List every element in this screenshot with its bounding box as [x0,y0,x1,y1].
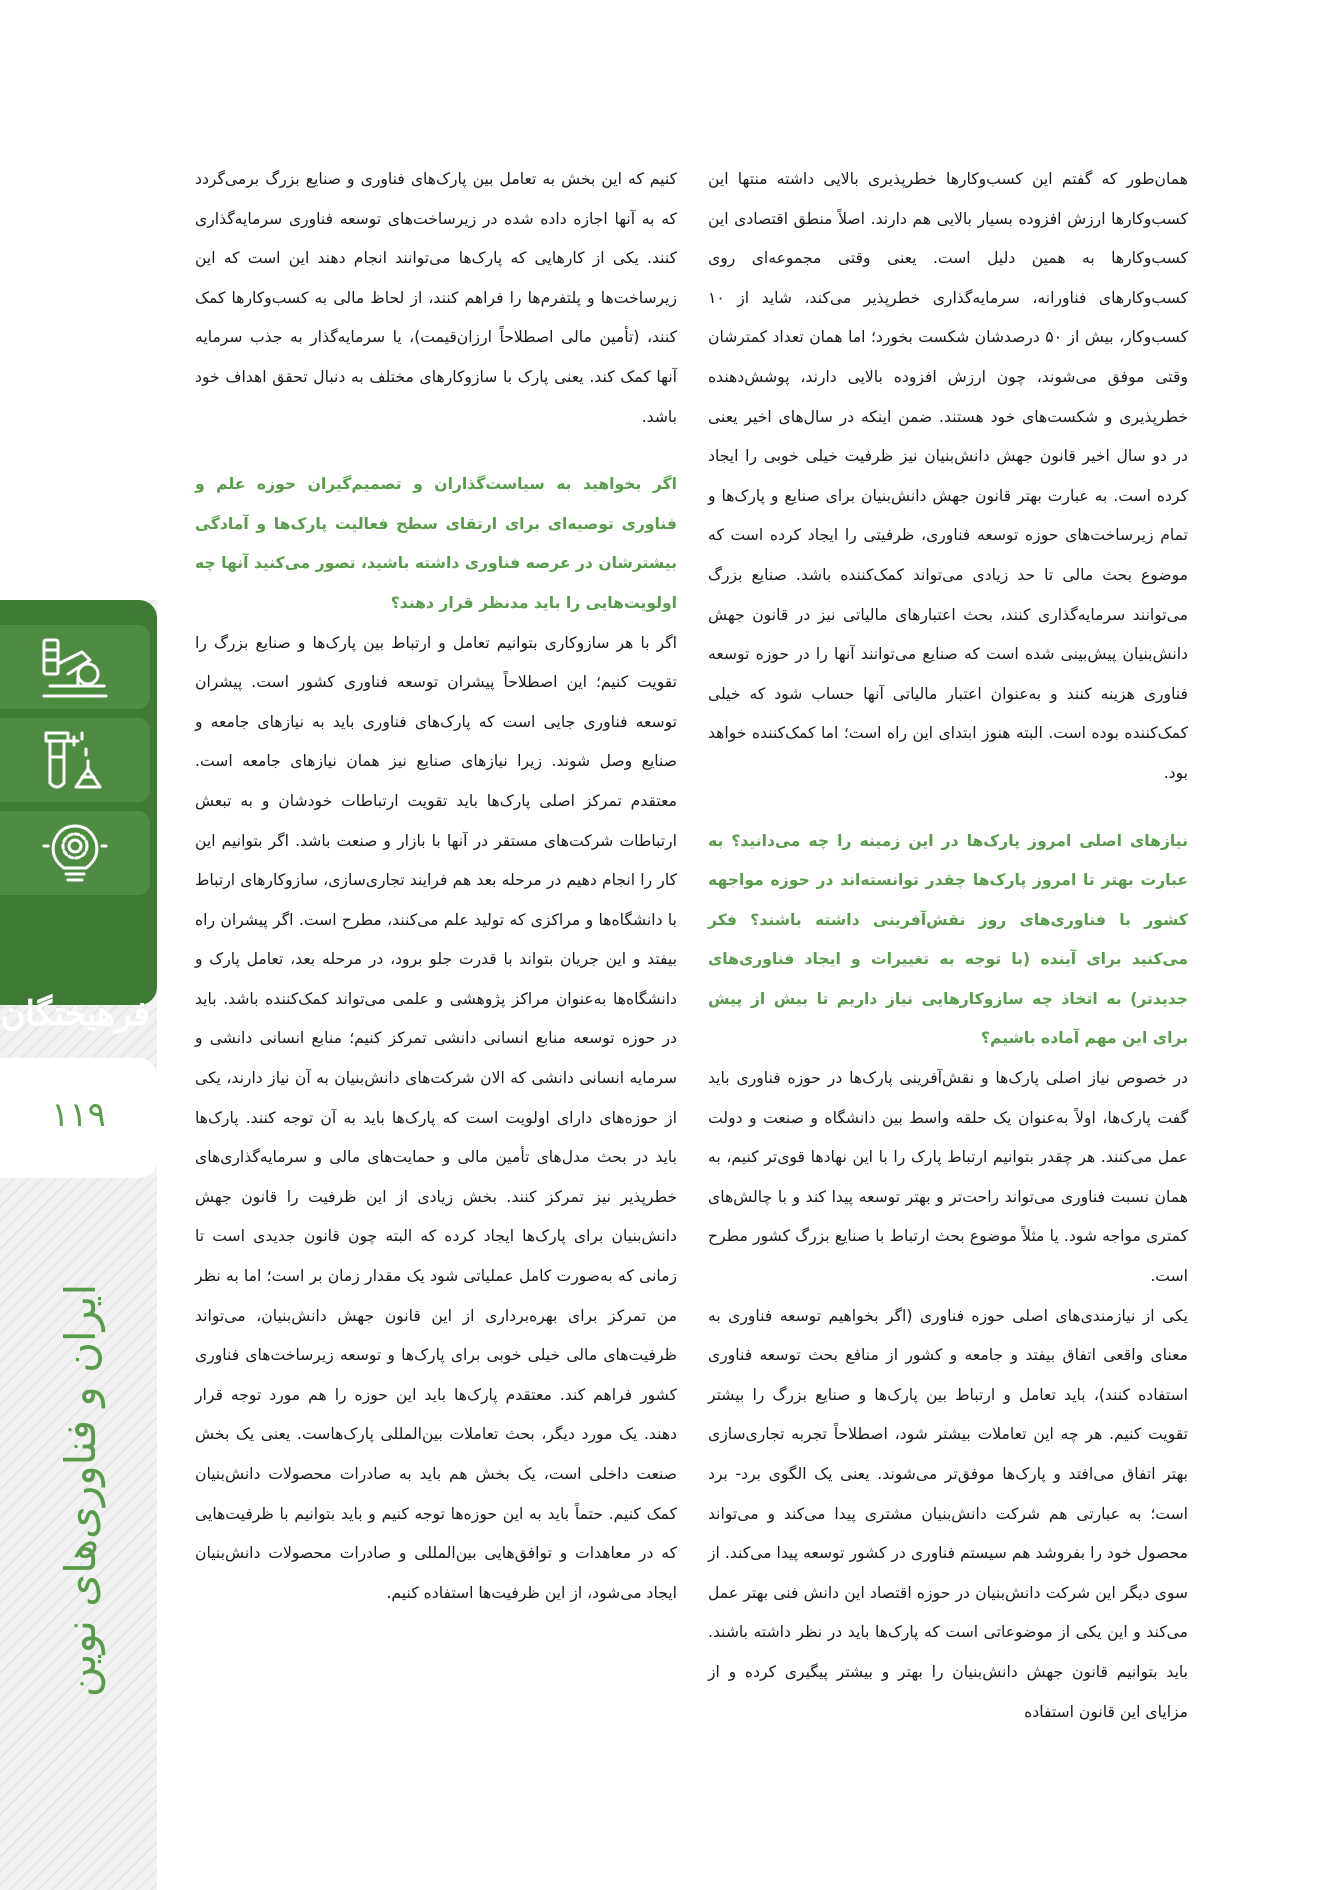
icon-panel-3 [0,811,150,895]
right-paragraph-3: یکی از نیازمندی‌های اصلی حوزه فناوری (اگر بخواهیم توسعه فناوری به معنای واقعی اتفاق بیفتد و جامعه و کشور از منافع بحث توسعه فناوری استفاده کنند)، باید تعامل و ارتباط بین پارک‌ها و صنایع بزرگ را بیشتر تقویت کنیم. هر چه این تعاملات بیشتر شود، اصطلاحاً تجربه تجاری‌سازی بهتر اتفاق می‌افتد و پارک‌ها موفق‌تر می‌شوند. یعنی یک الگوی برد- برد است؛ به عبارتی هم شرکت دانش‌بنیان مشتری پیدا می‌کند و می‌تواند محصول خود را بفروشد هم سیستم فناوری در کشور توسعه پیدا می‌کند. از سوی دیگر این شرکت دانش‌بنیان در حوزه اقتصاد این دانش فنی بهتر عمل می‌کند و این یکی از موضوعاتی است که پارک‌ها باید در نظر داشته باشند. باید بتوانیم قانون جهش دانش‌بنیان را بهتر و بیشتر پیگیری کرده و از مزایای این قانون استفاده [708,1306,1188,1721]
right-paragraph-1: همان‌طور که گفتم این کسب‌وکارها خطرپذیری بالایی داشته منتها این کسب‌وکارها ارزش افزوده بسیار بالایی هم دارند. اصلاً منطق اقتصادی این کسب‌وکارها به همین دلیل است. یعنی وقتی مجموعه‌ای روی کسب‌وکارهای فناورانه، سرمایه‌گذاری خطرپذیر می‌کند، شاید از ۱۰ کسب‌وکار، بیش از ۵۰ درصدشان شکست بخورد؛ اما همان تعداد کمترشان وقتی موفق می‌شوند، چون ارزش افزوده بالایی دارند، پوشش‌دهنده خطرپذیری و شکست‌های خود هستند. ضمن اینکه در سال‌های اخیر یعنی در دو سال اخیر قانون جهش دانش‌بنیان نیز ظرفیت خیلی خوبی را ایجاد کرده است. به عبارت بهتر قانون جهش دانش‌بنیان برای صنایع و پارک‌ها و تمام زیرساخت‌های حوزه توسعه فناوری، ظرفیتی را ایجاد کرده است که موضوع بحث مالی تا حد زیادی می‌تواند کمک‌کننده باشد. صنایع بزرگ می‌توانند سرمایه‌گذاری کنند، بحث اعتبارهای مالیاتی نیز در قانون جهش دانش‌بنیان پیش‌بینی شده است که صنایع می‌توانند آنها را در حوزه توسعه فناوری هزینه کنند و به‌عنوان اعتبار مالیاتی آنها حساب شود که خیلی کمک‌کننده بوده است. البته هنوز ابتدای این راه است؛ اما کمک‌کننده خواهد بود. [708,170,1188,782]
icon-panel-1 [0,625,150,709]
gear-bulb-icon [38,820,112,886]
right-question-1: نیازهای اصلی امروز پارک‌ها در این زمینه را چه می‌دانید؟ به عبارت بهتر تا امروز پارک‌ها چقدر توانسته‌اند در حوزه مواجهه کشور با فناوری‌های روز نقش‌آفرینی داشته باشند؟ فکر می‌کنید برای آینده (با توجه به تغییرات و ایجاد فناوری‌های جدیدتر) به اتخاذ چه سازوکارهایی نیاز داریم تا بیش از پیش برای این مهم آماده باشیم؟ [708,831,1188,1048]
page-number: ۱۱۹ [51,1095,106,1135]
right-column [708,160,1188,1732]
lab-flask-icon [38,727,112,793]
brand-logo: فرهیختگان [0,994,150,1034]
microscope-icon [38,634,112,700]
section-title-wrap [38,1230,124,1750]
left-column [195,160,677,1613]
left-paragraph-2: اگر با هر سازوکاری بتوانیم تعامل و ارتباط بین پارک‌ها و صنایع بزرگ را تقویت کنیم؛ این اصطلاحاً پیشران توسعه فناوری کشور است. پیشران توسعه فناوری جایی است که پارک‌های فناوری باید به نیازهای جامعه و صنایع وصل شوند. زیرا نیازهای صنایع نیز همان نیازهای جامعه است. معتقدم تمرکز اصلی پارک‌ها باید تقویت ارتباطات خودشان و به تبعش ارتباطات شرکت‌های مستقر در آنها با بازار و صنعت باشد. اگر بتوانیم این کار را انجام دهیم در مرحله بعد هم فرایند تجاری‌سازی، سازوکارهای ارتباط با دانشگاه‌ها و مراکزی که تولید علم می‌کنند، مطرح است. اگر پیشران راه بیفتد و این جریان بتواند با قدرت جلو برود، در مرحله بعد، تعامل پارک و دانشگاه‌ها به‌عنوان مراکز پژوهشی و علمی می‌تواند کمک‌کننده باشد. باید در حوزه توسعه منابع انسانی دانشی تمرکز کنیم؛ منابع انسانی دانشی و سرمایه انسانی دانشی که الان شرکت‌های دانش‌بنیان به آن نیاز دارند، یکی از حوزه‌های دارای اولویت است که پارک‌ها باید به آن توجه کنند. پارک‌ها باید در بحث مدل‌های تأمین مالی و حمایت‌های مالی و سرمایه‌گذاری‌های خطرپذیر نیز تمرکز کنند. بخش زیادی از این ظرفیت را قانون جهش دانش‌بنیان برای پارک‌ها ایجاد کرده که البته چون قانون جدیدی است تا زمانی که به‌صورت کامل عملیاتی شود یک مقدار زمان بر است؛ اما به نظر من تمرکز برای بهره‌برداری از این قانون جهش دانش‌بنیان، می‌تواند ظرفیت‌های مالی خیلی خوبی برای پارک‌ها و توسعه زیرساخت‌های فناوری کشور فراهم کند. معتقدم پارک‌ها باید این حوزه را هم مورد توجه قرار دهند. یک مورد دیگر، بحث تعاملات بین‌المللی پارک‌هاست. یعنی یک بخش صنعت داخلی است، یک بخش هم باید به صادرات محصولات دانش‌بنیان کمک کنیم. حتماً باید به این حوزه‌ها توجه کنیم و باید بتوانیم با ظرفیت‌هایی که در معاهدات و توافق‌هایی بین‌المللی و صادرات محصولات دانش‌بنیان ایجاد می‌شود، از این ظرفیت‌ها استفاده کنیم. [195,633,677,1602]
icon-panel-2 [0,718,150,802]
section-title: ایران و فناوری‌های نوین [56,1283,106,1697]
left-question-1: اگر بخواهید به سیاست‌گذاران و تصمیم‌گیران حوزه علم و فناوری توصیه‌ای برای ارتقای سطح فعالیت پارک‌ها و آمادگی بیشترشان در عرصه فناوری داشته باشید، تصور می‌کنید آنها چه اولویت‌هایی را باید مدنظر قرار دهند؟ [195,475,677,612]
right-paragraph-2: در خصوص نیاز اصلی پارک‌ها و نقش‌آفرینی پارک‌ها در حوزه فناوری باید گفت پارک‌ها، اولاً به‌عنوان یک حلقه واسط بین دانشگاه و صنعت و دولت عمل می‌کنند. هر چقدر بتوانیم ارتباط پارک را با این نهادها قوی‌تر کنیم، به همان نسبت فناوری می‌تواند راحت‌تر و بهتر توسعه پیدا کند و با چالش‌های کمتری مواجه شود. یا مثلاً موضوع بحث ارتباط با صنایع بزرگ کشور مطرح است. [708,1069,1188,1286]
left-paragraph-1: کنیم که این بخش به تعامل بین پارک‌های فناوری و صنایع بزرگ برمی‌گردد که به آنها اجازه داده شده در زیرساخت‌های توسعه فناوری سرمایه‌گذاری کنند. یکی از کارهایی که پارک‌ها می‌توانند انجام دهند این است که این زیرساخت‌ها و پلتفرم‌ها را فراهم کنند، از لحاظ مالی به کسب‌وکارها کمک کنند، (تأمین مالی اصطلاحاً ارزان‌قیمت)، یا سرمایه‌گذار به جذب سرمایه آنها کمک کند. یعنی پارک با سازوکارهای مختلف به دنبال تحقق اهداف خود باشد. [195,170,677,426]
